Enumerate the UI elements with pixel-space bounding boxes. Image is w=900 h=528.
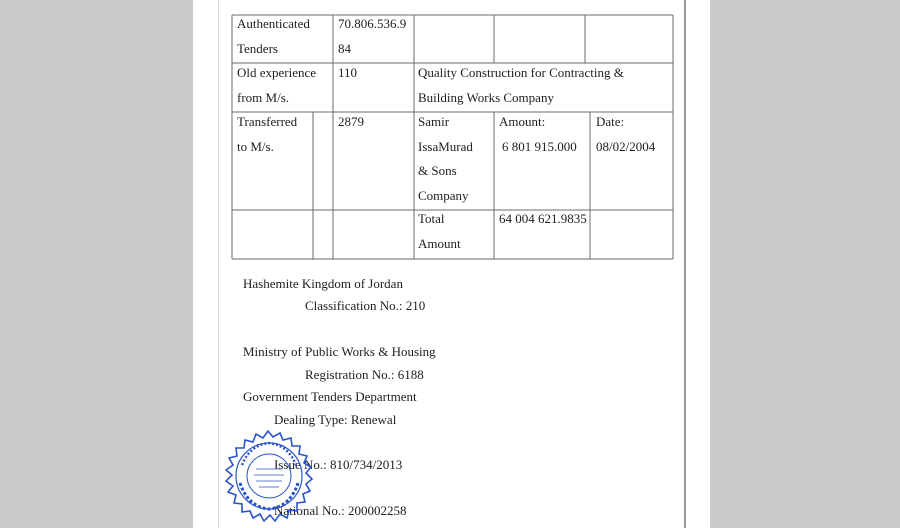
row3-company: Samir IssaMurad & Sons Company [418,114,473,203]
row3-value: 2879 [338,114,364,129]
row2-label: Old experience from M/s. [237,65,317,105]
registration-number: Registration No.: 6188 [305,367,424,382]
row1-value: 70.806.536.9 84 [338,16,407,56]
total-amount-label: Total Amount [418,211,461,251]
dealing-type: Dealing Type: Renewal [274,412,397,427]
classification-number: Classification No.: 210 [305,298,426,313]
national-number: National No.: 200002258 [274,503,407,518]
row3-date [596,110,655,159]
total-amount-value: 64 004 621.9835 [499,211,587,226]
issue-number: Issue No.: 810/734/2013 [274,457,403,472]
row2-company: Quality Construction for Contracting & Building Works Company [418,65,624,105]
kingdom-heading: Hashemite Kingdom of Jordan [243,276,403,291]
ministry-heading: Ministry of Public Works & Housing [243,344,436,359]
department-heading: Government Tenders Department [243,389,417,404]
amount-value: 6 801 915.000 [502,138,577,154]
amount-label: Amount: [499,114,546,129]
date-label: Date: [596,114,625,129]
row3-label: Transferred to M/s. [237,114,298,154]
row3-amount [499,110,577,159]
row1-label: Authenticated Tenders [237,16,310,56]
row2-value: 110 [338,65,358,80]
official-seal-stamp [218,425,318,528]
date-value: 08/02/2004 [596,138,656,154]
